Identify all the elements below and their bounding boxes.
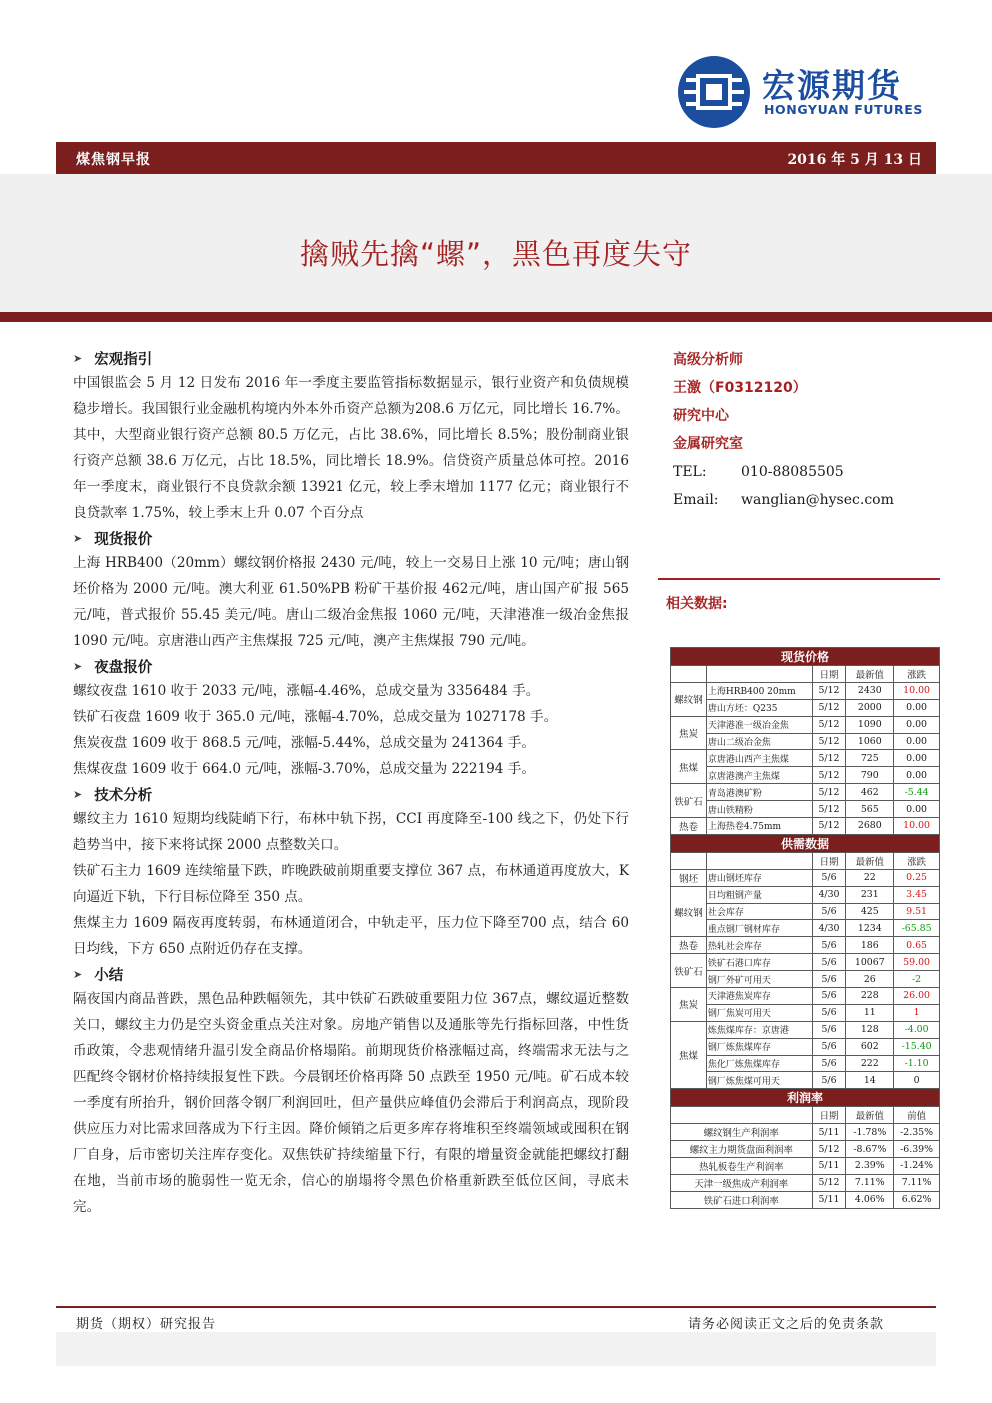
- table-row: [671, 733, 940, 750]
- paragraph: 焦煤夜盘 1609 收于 664.0 元/吨，涨幅-3.70%，总成交量为 222194 手。: [73, 761, 535, 777]
- change-cell: 1: [894, 1004, 940, 1021]
- date-cell: 5/12: [812, 801, 846, 818]
- analyst-dept: 研究中心: [673, 408, 729, 424]
- column-header: 最新值: [846, 666, 894, 683]
- footer-band: [56, 1332, 936, 1366]
- table-row: [671, 954, 940, 971]
- paragraph: 中国银监会 5 月 12 日发布 2016 年一季度主要监管指标数据显示，银行业资产和负债规模稳步增长。我国银行业金融机构境内外本外币资产总额为208.6 万亿元，同比增长 16.7%。其中，大型商业银行资产总额 80.5 万亿元，占比 38.6%，同比增长 8.5%；股份制商业银行资产总额 38.6 万亿元，占比 18.5%，同比增长 18.9%。信贷资产质量总体可控。2016 年一季度末，商业银行不良贷款余额 13921 亿元，较上季末增加 1177 亿元；商业银行不良贷款率 1.75%，较上季末上升 0.07 个百分点: [73, 375, 629, 521]
- date-cell: 5/6: [812, 1004, 846, 1021]
- date-cell: 5/6: [812, 1021, 846, 1038]
- table-row: [671, 886, 940, 903]
- indicator-name: 钢厂焦炭可用天: [706, 1004, 812, 1021]
- date-cell: 5/11: [812, 1191, 846, 1208]
- table-row: [671, 1072, 940, 1089]
- paragraph: 焦煤主力 1609 隔夜再度转弱，布林通道闭合，中轨走平，压力位下降至700 点，结合 60 日均线，下方 650 点附近仍存在支撑。: [73, 915, 629, 957]
- table-row: [671, 818, 940, 835]
- table-row: [671, 699, 940, 716]
- value-cell: 462: [846, 784, 894, 801]
- change-cell: 0.00: [894, 767, 940, 784]
- group-cell: 热卷: [671, 818, 707, 835]
- indicator-name: 钢厂炼焦煤可用天: [706, 1072, 812, 1089]
- change-cell: 0.00: [894, 750, 940, 767]
- analyst-info: [673, 346, 943, 514]
- indicator-name: 京唐港澳产主焦煤: [706, 767, 812, 784]
- group-cell: 焦炭: [671, 988, 707, 1022]
- date-cell: 5/11: [812, 1158, 846, 1175]
- divider-bar: [0, 312, 992, 322]
- date-cell: 5/12: [812, 1174, 846, 1191]
- value-cell: 10067: [846, 954, 894, 971]
- logo-english-name: HONGYUAN FUTURES: [764, 102, 923, 117]
- change-cell: 0.00: [894, 801, 940, 818]
- paragraph: 隔夜国内商品普跌，黑色品种跌幅领先，其中铁矿石跌破重要阻力位 367点，螺纹逼近整数关口，螺纹主力仍是空头资金重点关注对象。房地产销售以及通胀等先行指标回落，中性货币政策，令悲观情绪升温引发全商品价格塌陷。前期现货价格涨幅过高，终端需求无法与之匹配终令钢材价格持续报复性下跌。今晨钢坯价格再降 50 点跌至 1950 元/吨。矿石成本较一季度有所抬升，钢价回落令钢厂利润回吐，但产量供应峰值仍会滞后于利润高点，现阶段供应压力对比需求回落成为下行主因。降价倾销之后更多库存将堆积至终端领域或囤积在钢厂自身，后市密切关注库存变化。双焦铁矿持续缩量下行，有限的增量资金就能把螺纹打翻在地，当前市场的脆弱性一览无余，信心的崩塌将令黑色价格重新跌至低位区间，寻底未完。: [73, 991, 629, 1215]
- analyst-tel: [673, 458, 943, 486]
- column-header: 涨跌: [894, 666, 940, 683]
- date-cell: 5/12: [812, 767, 846, 784]
- analyst-title: 高级分析师: [673, 352, 743, 368]
- indicator-name: 天津一级焦成产利润率: [671, 1174, 813, 1191]
- group-cell: 热卷: [671, 937, 707, 954]
- date-cell: 5/6: [812, 1072, 846, 1089]
- section-title: 小结: [94, 967, 124, 984]
- date-cell: 5/12: [812, 699, 846, 716]
- group-cell: 焦煤: [671, 750, 707, 784]
- table-row: [671, 937, 940, 954]
- value-cell: 26: [846, 971, 894, 988]
- footer-disclaimer: 请务必阅读正文之后的免责条款: [687, 1317, 884, 1332]
- chevron-right-icon: ➤: [73, 967, 83, 981]
- indicator-name: 钢厂炼焦煤库存: [706, 1038, 812, 1055]
- table-row: [671, 801, 940, 818]
- indicator-name: 热轧社会库存: [706, 937, 812, 954]
- date-cell: 5/12: [812, 682, 846, 699]
- previous-cell: 7.11%: [894, 1174, 940, 1191]
- report-header-band: [56, 142, 936, 174]
- table-row: [671, 1191, 940, 1208]
- section-title: 利润率: [671, 1089, 940, 1107]
- change-cell: 0.65: [894, 937, 940, 954]
- date-cell: 4/30: [812, 886, 846, 903]
- indicator-name: 焦化厂炼焦煤库存: [706, 1055, 812, 1072]
- email-value[interactable]: wanglian@hysec.com: [741, 492, 894, 508]
- indicator-name: 唐山钢坯库存: [706, 869, 812, 886]
- indicator-name: 上海热卷4.75mm: [706, 818, 812, 835]
- value-cell: 725: [846, 750, 894, 767]
- indicator-name: 唐山方坯：Q235: [706, 699, 812, 716]
- table-row: [671, 1038, 940, 1055]
- blank-cell: [706, 852, 812, 869]
- value-cell: 1234: [846, 920, 894, 937]
- change-cell: -5.44: [894, 784, 940, 801]
- indicator-name: 天津港焦炭库存: [706, 988, 812, 1005]
- table-row: [671, 682, 940, 699]
- previous-cell: -1.24%: [894, 1158, 940, 1175]
- indicator-name: 京唐港山西产主焦煤: [706, 750, 812, 767]
- column-header: 日期: [812, 852, 846, 869]
- group-cell: 焦煤: [671, 1021, 707, 1089]
- paragraph: 上海 HRB400（20mm）螺纹钢价格报 2430 元/吨，较上一交易日上涨 10 元/吨；唐山钢坯价格为 2000 元/吨。澳大利亚 61.50%PB 粉矿干基价报 462元/吨，唐山国产矿报 565 元/吨，普式报价 55.45 美元/吨。唐山二级冶金焦报 1060 元/吨，天津港准一级冶金焦报 1090 元/吨。京唐港山西产主焦煤报 725 元/吨，澳产主焦煤报 790 元/吨。: [73, 555, 629, 649]
- indicator-name: 螺纹钢生产利润率: [671, 1124, 813, 1141]
- group-cell: 铁矿石: [671, 954, 707, 988]
- change-cell: -15.40: [894, 1038, 940, 1055]
- group-cell: 钢坯: [671, 869, 707, 886]
- value-cell: -8.67%: [846, 1141, 894, 1158]
- tel-label: TEL:: [673, 464, 707, 480]
- change-cell: 10.00: [894, 682, 940, 699]
- paragraph: 螺纹主力 1610 短期均线陡峭下行，布林中轨下拐，CCI 再度降至-100 线之下，仍处下行趋势当中，接下来将试探 2000 点整数关口。: [73, 811, 629, 853]
- section-title: 现货价格: [671, 648, 940, 666]
- section-title: 宏观指引: [94, 351, 153, 368]
- section-title: 技术分析: [94, 787, 153, 804]
- change-cell: 0.25: [894, 869, 940, 886]
- change-cell: 9.51: [894, 903, 940, 920]
- value-cell: 2.39%: [846, 1158, 894, 1175]
- date-cell: 5/6: [812, 937, 846, 954]
- date-cell: 5/6: [812, 988, 846, 1005]
- section-night: [73, 654, 629, 782]
- indicator-name: 唐山二级冶金焦: [706, 733, 812, 750]
- indicator-name: 青岛港澳矿粉: [706, 784, 812, 801]
- date-cell: 5/11: [812, 1124, 846, 1141]
- value-cell: 228: [846, 988, 894, 1005]
- chevron-right-icon: ➤: [73, 351, 83, 365]
- date-cell: 5/6: [812, 903, 846, 920]
- value-cell: 2680: [846, 818, 894, 835]
- main-content: [73, 346, 629, 1220]
- indicator-name: 天津港准一级冶金焦: [706, 716, 812, 733]
- previous-cell: 6.62%: [894, 1191, 940, 1208]
- table-row: [671, 1021, 940, 1038]
- footer-left: 期货（期权）研究报告: [76, 1317, 217, 1332]
- logo-mark-icon: [676, 54, 752, 130]
- value-cell: 2000: [846, 699, 894, 716]
- change-cell: -65.85: [894, 920, 940, 937]
- table-row: [671, 784, 940, 801]
- indicator-name: 钢厂外矿可用天: [706, 971, 812, 988]
- table-row: [671, 1158, 940, 1175]
- analyst-subdept: 金属研究室: [673, 436, 743, 452]
- date-cell: 5/6: [812, 1038, 846, 1055]
- tel-value: 010-88085505: [741, 464, 844, 480]
- right-divider: [658, 578, 940, 580]
- table-column-header: [671, 666, 940, 683]
- date-cell: 5/12: [812, 750, 846, 767]
- column-header: 最新值: [846, 852, 894, 869]
- value-cell: 14: [846, 1072, 894, 1089]
- date-cell: 5/6: [812, 869, 846, 886]
- value-cell: 602: [846, 1038, 894, 1055]
- paragraph: 焦炭夜盘 1609 收于 868.5 元/吨，涨幅-5.44%，总成交量为 241364 手。: [73, 735, 535, 751]
- related-data-label: 相关数据:: [666, 596, 728, 612]
- table-row: [671, 1141, 940, 1158]
- blank-cell: [706, 666, 812, 683]
- date-cell: 5/6: [812, 1055, 846, 1072]
- section-title: 现货报价: [94, 531, 153, 548]
- table-row: [671, 1174, 940, 1191]
- value-cell: -1.78%: [846, 1124, 894, 1141]
- indicator-name: 重点钢厂钢材库存: [706, 920, 812, 937]
- column-header: 涨跌: [894, 852, 940, 869]
- table-row: [671, 920, 940, 937]
- date-cell: 5/12: [812, 716, 846, 733]
- table-row: [671, 1055, 940, 1072]
- value-cell: 22: [846, 869, 894, 886]
- value-cell: 11: [846, 1004, 894, 1021]
- indicator-name: 上海HRB400 20mm: [706, 682, 812, 699]
- indicator-name: 螺纹主力期货盘面利润率: [671, 1141, 813, 1158]
- blank-cell: [671, 666, 707, 683]
- value-cell: 186: [846, 937, 894, 954]
- value-cell: 1090: [846, 716, 894, 733]
- analyst-email: [673, 486, 943, 514]
- chevron-right-icon: ➤: [73, 531, 83, 545]
- footer-line: [56, 1306, 936, 1308]
- column-header: 前值: [894, 1107, 940, 1124]
- table-row: [671, 971, 940, 988]
- section-spot: [73, 526, 629, 654]
- change-cell: -4.00: [894, 1021, 940, 1038]
- column-header: 日期: [812, 1107, 846, 1124]
- chevron-right-icon: ➤: [73, 659, 83, 673]
- change-cell: 59.00: [894, 954, 940, 971]
- indicator-name: 社会库存: [706, 903, 812, 920]
- change-cell: 26.00: [894, 988, 940, 1005]
- value-cell: 565: [846, 801, 894, 818]
- section-technical: [73, 782, 629, 962]
- value-cell: 2430: [846, 682, 894, 699]
- logo-chinese-name: 宏源期货: [762, 66, 902, 105]
- table-row: [671, 716, 940, 733]
- indicator-name: 唐山铁精粉: [706, 801, 812, 818]
- value-cell: 4.06%: [846, 1191, 894, 1208]
- section-summary: [73, 962, 629, 1220]
- group-cell: 铁矿石: [671, 784, 707, 818]
- value-cell: 425: [846, 903, 894, 920]
- table-row: [671, 750, 940, 767]
- value-cell: 128: [846, 1021, 894, 1038]
- table-column-header: [671, 1107, 940, 1124]
- email-label: Email:: [673, 492, 719, 508]
- value-cell: 222: [846, 1055, 894, 1072]
- change-cell: -1.10: [894, 1055, 940, 1072]
- value-cell: 1060: [846, 733, 894, 750]
- value-cell: 7.11%: [846, 1174, 894, 1191]
- analyst-name: 王激（F0312120）: [673, 380, 807, 396]
- change-cell: 10.00: [894, 818, 940, 835]
- date-cell: 5/6: [812, 971, 846, 988]
- table-row: [671, 903, 940, 920]
- change-cell: 0.00: [894, 699, 940, 716]
- table-row: [671, 988, 940, 1005]
- section-macro: [73, 346, 629, 526]
- change-cell: 0.00: [894, 716, 940, 733]
- table-row: [671, 1004, 940, 1021]
- change-cell: 3.45: [894, 886, 940, 903]
- date-cell: 5/12: [812, 818, 846, 835]
- paragraph: 铁矿石夜盘 1609 收于 365.0 元/吨，涨幅-4.70%，总成交量为 1027178 手。: [73, 709, 558, 725]
- value-cell: 231: [846, 886, 894, 903]
- date-cell: 5/12: [812, 1141, 846, 1158]
- company-logo: [676, 54, 936, 130]
- change-cell: 0: [894, 1072, 940, 1089]
- table-section-header: [671, 648, 940, 666]
- report-date: 2016 年 5 月 13 日: [787, 152, 922, 168]
- table-section-header: [671, 1089, 940, 1107]
- group-cell: 螺纹钢: [671, 682, 707, 716]
- table-section-header: [671, 834, 940, 852]
- section-title: 夜盘报价: [94, 659, 153, 676]
- table-row: [671, 767, 940, 784]
- paragraph: 铁矿石主力 1609 连续缩量下跌，昨晚跌破前期重要支撑位 367 点，布林通道再度放大，K 向逼近下轨，下行目标位降至 350 点。: [73, 863, 629, 905]
- column-header: 最新值: [846, 1107, 894, 1124]
- column-header: 日期: [812, 666, 846, 683]
- indicator-name: 热轧板卷生产利润率: [671, 1158, 813, 1175]
- indicator-name: 炼焦煤库存：京唐港: [706, 1021, 812, 1038]
- group-cell: 螺纹钢: [671, 886, 707, 937]
- blank-cell: [671, 1107, 813, 1124]
- chevron-right-icon: ➤: [73, 787, 83, 801]
- change-cell: -2: [894, 971, 940, 988]
- paragraph: 螺纹夜盘 1610 收于 2033 元/吨，涨幅-4.46%，总成交量为 3356484 手。: [73, 683, 540, 699]
- table-row: [671, 869, 940, 886]
- previous-cell: -6.39%: [894, 1141, 940, 1158]
- indicator-name: 铁矿石港口库存: [706, 954, 812, 971]
- previous-cell: -2.35%: [894, 1124, 940, 1141]
- blank-cell: [671, 852, 707, 869]
- report-headline: 擒贼先擒“螺”，黑色再度失守: [299, 237, 693, 271]
- market-data-table: [670, 647, 940, 1209]
- table-row: [671, 1124, 940, 1141]
- date-cell: 4/30: [812, 920, 846, 937]
- value-cell: 790: [846, 767, 894, 784]
- date-cell: 5/12: [812, 784, 846, 801]
- change-cell: 0.00: [894, 733, 940, 750]
- group-cell: 焦炭: [671, 716, 707, 750]
- date-cell: 5/6: [812, 954, 846, 971]
- indicator-name: 铁矿石进口利润率: [671, 1191, 813, 1208]
- section-title: 供需数据: [671, 834, 940, 852]
- indicator-name: 日均粗钢产量: [706, 886, 812, 903]
- report-type: 煤焦钢早报: [76, 152, 151, 168]
- table-column-header: [671, 852, 940, 869]
- date-cell: 5/12: [812, 733, 846, 750]
